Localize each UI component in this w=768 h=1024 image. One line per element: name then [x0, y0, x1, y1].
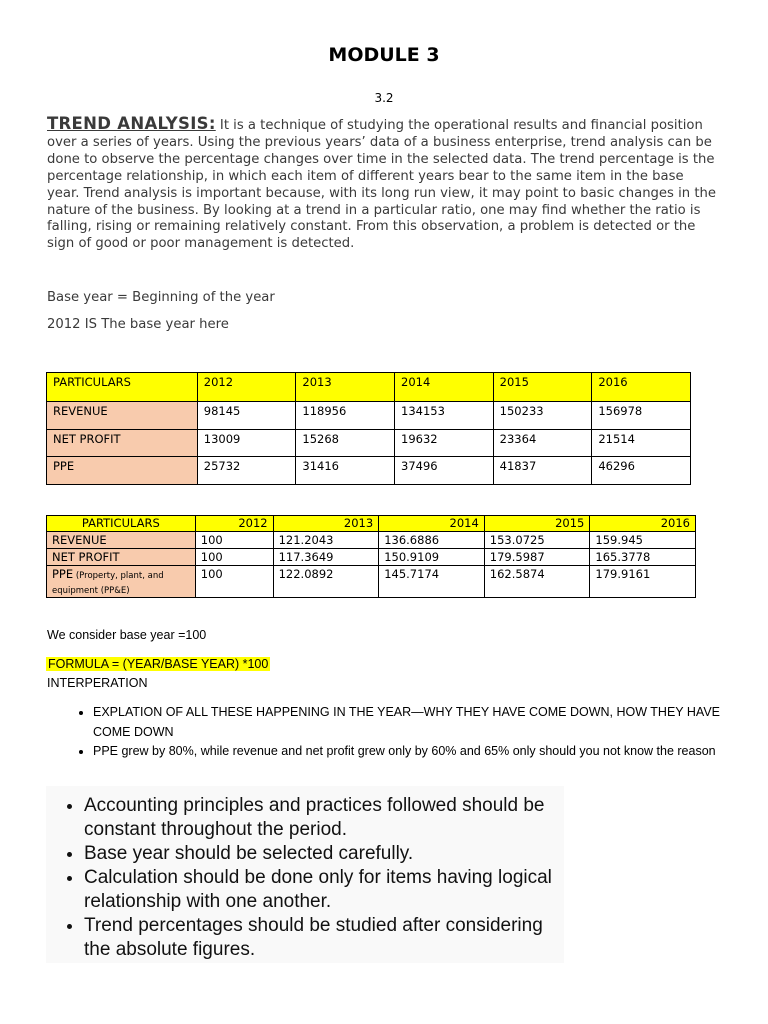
- table-cell: 46296: [592, 457, 691, 485]
- table-header-cell: 2012: [195, 516, 273, 532]
- section-number: 3.2: [374, 91, 394, 105]
- interpretation-title: INTERPERATION: [47, 676, 148, 690]
- list-item: • EXPLATION OF ALL THESE HAPPENING IN THE YEAR—WHY THEY HAVE COME DOWN, HOW THEY HAVE COME DOWN: [93, 703, 733, 742]
- table-header-cell: 2015: [484, 516, 590, 532]
- table-header-cell: 2012: [197, 373, 296, 402]
- table-cell: 179.5987: [484, 549, 590, 566]
- table-row: [47, 532, 696, 549]
- table-cell: 100: [195, 566, 273, 598]
- precautions-list: [46, 786, 564, 962]
- table-header-cell: PARTICULARS: [47, 516, 196, 532]
- precautions-image: [46, 786, 564, 963]
- base-year-note: 2012 IS The base year here: [47, 317, 229, 332]
- table-cell: 31416: [296, 457, 395, 485]
- table-cell: 150.9109: [379, 549, 485, 566]
- table-cell: 145.7174: [379, 566, 485, 598]
- table-cell: 122.0892: [273, 566, 379, 598]
- absolute-figures-table: [46, 372, 691, 485]
- table-cell: 134153: [395, 402, 494, 430]
- formula-highlight: FORMULA = (YEAR/BASE YEAR) *100: [48, 657, 269, 671]
- base-year-definition: Base year = Beginning of the year: [47, 290, 275, 305]
- table-cell: 100: [195, 549, 273, 566]
- table-cell: 179.9161: [590, 566, 696, 598]
- table-cell: 121.2043: [273, 532, 379, 549]
- table-header-cell: 2014: [379, 516, 485, 532]
- trend-analysis-paragraph: [47, 116, 717, 253]
- table-cell: 98145: [197, 402, 296, 430]
- ppe-label: PPE: [52, 567, 74, 581]
- row-label: NET PROFIT: [47, 549, 196, 566]
- table-header-cell: PARTICULARS: [47, 373, 198, 402]
- row-label: REVENUE: [47, 532, 196, 549]
- table-cell: 153.0725: [484, 532, 590, 549]
- trend-percentage-table: [46, 515, 696, 598]
- row-label: REVENUE: [47, 402, 198, 430]
- table-cell: 118956: [296, 402, 395, 430]
- page-title: MODULE 3: [328, 44, 440, 66]
- row-label: PPE: [47, 457, 198, 485]
- interpretation-list: [67, 703, 733, 762]
- trend-analysis-body: It is a technique of studying the operational results and financial position over a series of years. Using the previous years’ data of a business enterprise, trend analysis can be done to observe the percentage changes over time in the selected data. The trend percentage is the percentage relationship, in which each item of different years bear to the same item in the base year. Trend analysis is important because, with its long run view, it may point to basic changes in the nature of the business. By looking at a trend in a particular ratio, one may find whether the ratio is falling, rising or remaining relatively constant. From this observation, a problem is detected or the sign of good or poor management is detected.: [47, 118, 716, 252]
- list-item: • Base year should be selected carefully.: [84, 842, 564, 866]
- row-label: [47, 566, 196, 598]
- table-row: [47, 549, 696, 566]
- base-year-100-note: We consider base year =100: [47, 628, 207, 642]
- table-row: [47, 402, 691, 430]
- table-cell: 100: [195, 532, 273, 549]
- table-header-cell: 2013: [296, 373, 395, 402]
- trend-analysis-heading: TREND ANALYSIS:: [47, 114, 216, 133]
- list-item: • Accounting principles and practices followed should be constant throughout the period.: [84, 794, 564, 842]
- table-header-cell: 2013: [273, 516, 379, 532]
- table-header-cell: 2016: [592, 373, 691, 402]
- table-header-cell: 2016: [590, 516, 696, 532]
- table-row: [47, 429, 691, 457]
- table-cell: 19632: [395, 429, 494, 457]
- table-cell: 162.5874: [484, 566, 590, 598]
- table-cell: 156978: [592, 402, 691, 430]
- list-item: • Calculation should be done only for items having logical relationship with one another.: [84, 866, 564, 914]
- table-cell: 41837: [493, 457, 592, 485]
- ppe-note: (Property, plant, and equipment (PP&E): [52, 571, 164, 596]
- table-cell: 23364: [493, 429, 592, 457]
- table-cell: 37496: [395, 457, 494, 485]
- table-cell: 15268: [296, 429, 395, 457]
- table-row: [47, 566, 696, 598]
- table-cell: 25732: [197, 457, 296, 485]
- row-label: NET PROFIT: [47, 429, 198, 457]
- table-cell: 159.945: [590, 532, 696, 549]
- table-cell: 21514: [592, 429, 691, 457]
- list-item: • PPE grew by 80%, while revenue and net profit grew only by 60% and 65% only should you not know the reason: [93, 742, 733, 762]
- table-cell: 136.6886: [379, 532, 485, 549]
- table-header-row: [47, 516, 696, 532]
- table-header-cell: 2015: [493, 373, 592, 402]
- list-item: • Trend percentages should be studied after considering the absolute figures.: [84, 914, 564, 962]
- table-cell: 13009: [197, 429, 296, 457]
- table-cell: 165.3778: [590, 549, 696, 566]
- table-row: [47, 457, 691, 485]
- table-header-row: [47, 373, 691, 402]
- table-cell: 150233: [493, 402, 592, 430]
- table-header-cell: 2014: [395, 373, 494, 402]
- table-cell: 117.3649: [273, 549, 379, 566]
